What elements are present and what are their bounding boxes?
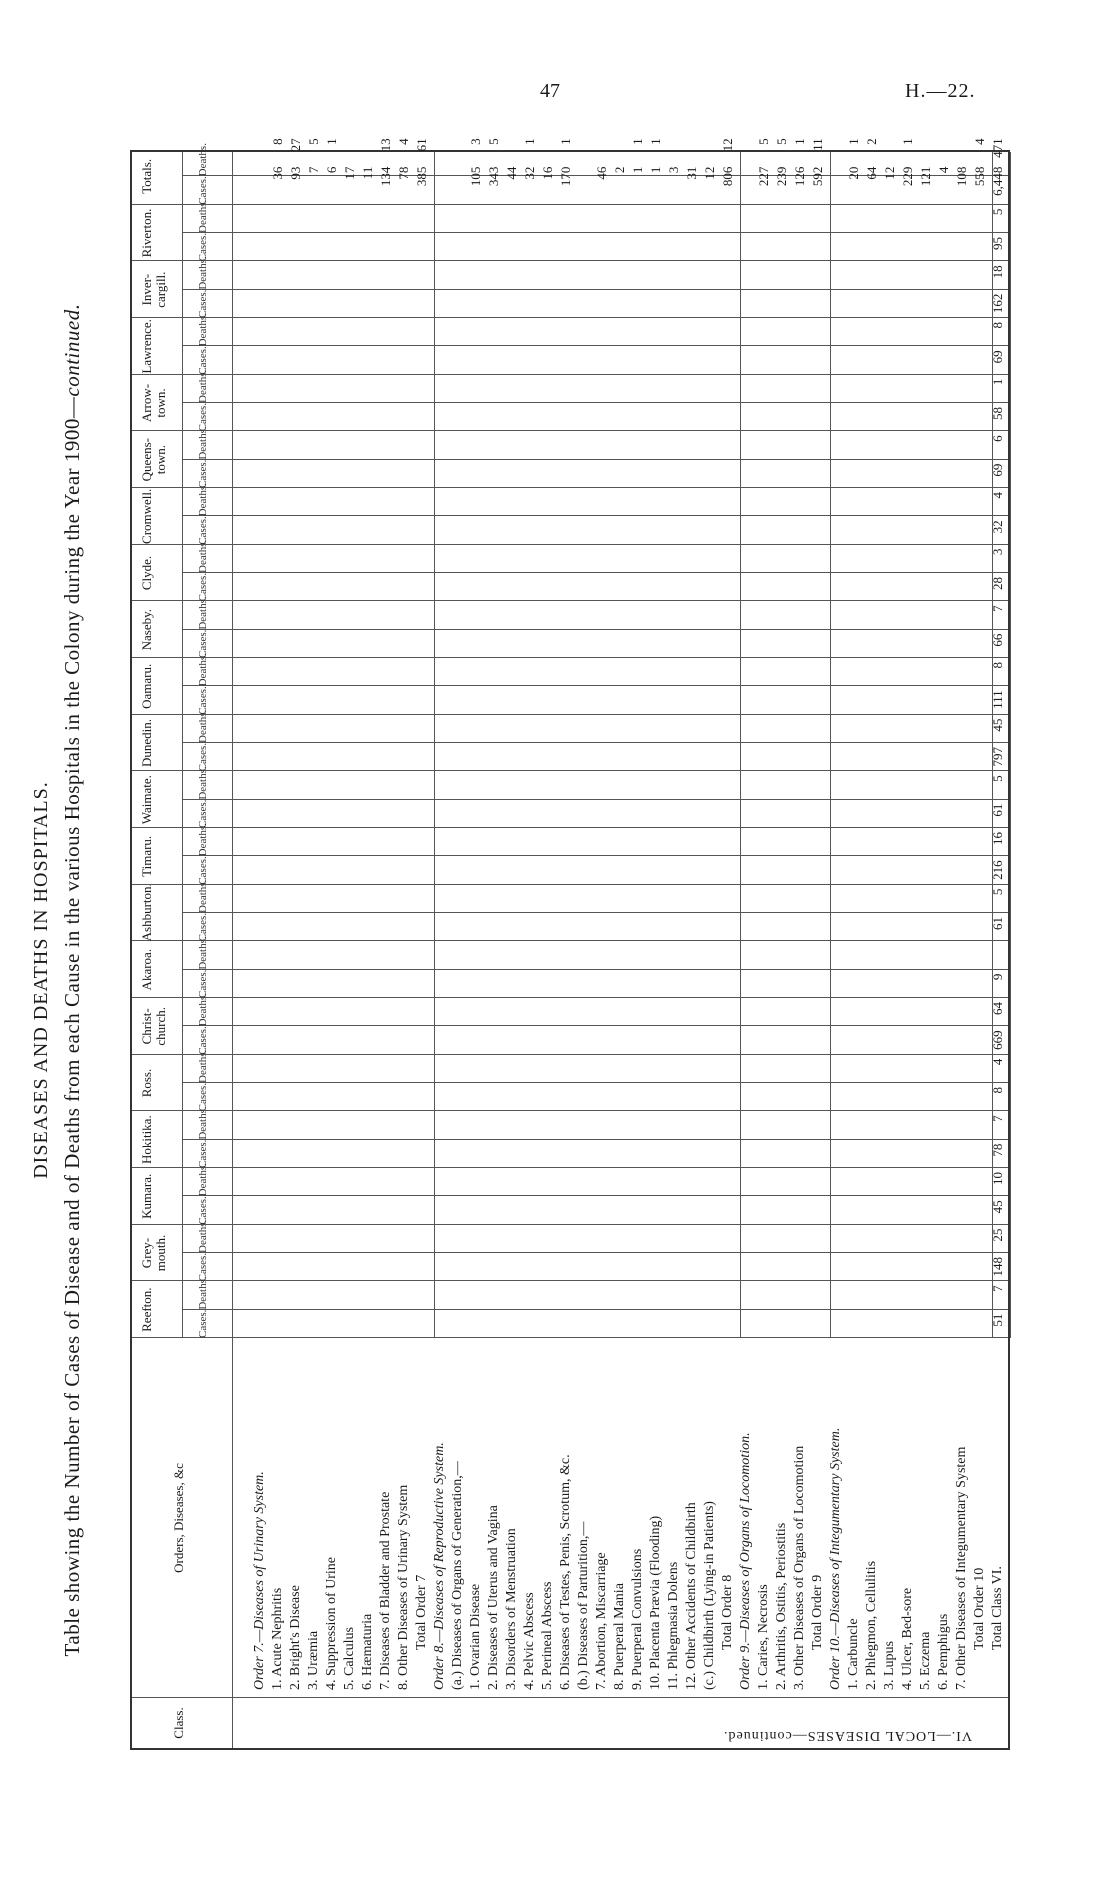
total-cases-cell: 385: [414, 166, 429, 187]
class-total-cell: 162: [990, 293, 1005, 314]
column-divider: [132, 770, 1008, 771]
column-divider: [182, 1252, 1008, 1253]
class-total-cell: 28: [990, 577, 1005, 591]
total-cases-cell: 7: [306, 166, 321, 174]
disease-row-label: 6. Hæmaturia: [360, 1613, 375, 1690]
column-divider: [182, 629, 1008, 630]
class-total-cell: 5: [990, 888, 1005, 896]
disease-row-label: 7. Other Diseases of Integumentary System: [954, 1446, 969, 1690]
class-total-cell: 16: [990, 832, 1005, 846]
column-divider: [182, 855, 1008, 856]
column-divider: [182, 515, 1008, 516]
disease-row-label: 10. Placenta Prævia (Flooding): [648, 1515, 663, 1690]
column-divider: [132, 1167, 1008, 1168]
class-total-cell: 45: [990, 718, 1005, 732]
column-divider: [132, 884, 1008, 885]
column-divider: [132, 600, 1008, 601]
class-total-cell: 111: [990, 690, 1005, 709]
deaths-header: Deaths.: [197, 879, 209, 913]
cases-header: Cases.: [197, 686, 209, 715]
deaths-header: Deaths.: [197, 1106, 209, 1140]
class-total-cell: 669: [990, 1030, 1005, 1050]
column-divider: [132, 1697, 1008, 1698]
deaths-header: Deaths.: [197, 936, 209, 970]
total-cases-cell: 343: [486, 166, 501, 187]
cases-header: Cases.: [197, 572, 209, 602]
disease-row-label: 2. Diseases of Uterus and Vagina: [486, 1505, 501, 1690]
column-divider: [182, 799, 1008, 800]
total-cases-cell: 108: [954, 166, 969, 187]
disease-row-label: 7. Diseases of Bladder and Prostate: [378, 1491, 393, 1690]
deaths-header: Deaths.: [197, 256, 209, 290]
class-total-cell: 4: [990, 1058, 1005, 1066]
class-total-cell: 78: [990, 1143, 1005, 1157]
total-cases-cell: 134: [378, 166, 393, 187]
total-cases-cell: 12: [882, 166, 897, 180]
total-deaths-cell: 1: [558, 138, 573, 145]
cases-header: Cases.: [197, 346, 209, 375]
order-heading: Order 10.—Diseases of Integumentary System.: [828, 1427, 843, 1690]
total-deaths-cell: 4: [396, 138, 411, 145]
total-cases-cell: 170: [558, 166, 573, 187]
cases-header: Cases.: [197, 1252, 209, 1282]
disease-row-label: 12. Other Accidents of Childbirth: [684, 1502, 699, 1690]
class-total-cell: 69: [990, 463, 1005, 477]
disease-row-label: 6. Diseases of Testes, Penis, Scrotum, &c.: [558, 1454, 573, 1690]
column-divider: [182, 912, 1008, 913]
column-divider: [132, 544, 1008, 545]
hospital-header: Akaroa.: [139, 948, 154, 991]
total-deaths-cell: 1: [792, 138, 807, 145]
hospital-header: Grey-mouth.: [139, 1234, 168, 1272]
deaths-header: Deaths.: [197, 1219, 209, 1253]
total-row-label: Total Order 9: [810, 1574, 825, 1650]
disease-row-label: 3. Other Diseases of Organs of Locomotion: [792, 1445, 807, 1690]
deaths-header: Deaths.: [197, 653, 209, 687]
class-total-cell: 7: [990, 605, 1005, 612]
header-divider: [232, 152, 233, 1748]
disease-row-label: 4. Pelvic Abscess: [522, 1592, 537, 1690]
column-divider: [132, 940, 1008, 941]
cases-header: Cases.: [197, 1196, 209, 1225]
table-subtitle-continued: continued.: [60, 303, 84, 397]
total-cases-cell: 558: [972, 166, 987, 187]
total-cases-cell: 31: [684, 166, 699, 180]
class-total-cell: 148: [990, 1257, 1005, 1277]
deaths-header: Deaths.: [197, 369, 209, 403]
cases-header: Cases.: [197, 232, 209, 262]
order-heading: Order 7.—Diseases of Urinary System.: [252, 1471, 267, 1690]
column-divider: [132, 714, 1008, 715]
hospital-header: Totals.: [139, 158, 154, 194]
disease-row-label: 5. Calculus: [342, 1627, 357, 1690]
deaths-header: Deaths.: [197, 483, 209, 517]
cases-header: Cases.: [197, 176, 209, 205]
class-total-cell: 69: [990, 350, 1005, 364]
total-row-label: Total Order 10: [972, 1567, 987, 1650]
disease-row-label: 2. Phlegmon, Cellulitis: [864, 1560, 879, 1690]
hospital-header: Kumara.: [139, 1173, 154, 1219]
table-subtitle-main: Table showing the Number of Cases of Disease and of Deaths from each Cause in the various Hospitals in the Colony during the Year 1900—: [60, 396, 84, 1657]
hospital-header: Queens-town.: [139, 438, 168, 482]
deaths-header: Deaths.: [197, 596, 209, 630]
hospital-header: Riverton.: [139, 208, 154, 258]
order-heading: Order 8.—Diseases of Reproductive System.: [432, 1442, 447, 1690]
total-cases-cell: 36: [270, 166, 285, 180]
total-cases-cell: 1: [648, 166, 663, 174]
class-total-cell: 4: [990, 492, 1005, 499]
total-deaths-cell: 1: [630, 138, 645, 145]
disease-row-label: 3. Disorders of Menstruation: [504, 1528, 519, 1690]
hospital-header: Waimate.: [139, 775, 154, 825]
hospital-header: Ross.: [139, 1068, 154, 1098]
total-deaths-cell: 1: [900, 138, 915, 145]
total-cases-cell: 121: [918, 166, 933, 187]
total-cases-cell: 12: [702, 166, 717, 180]
class-total-cell: 51: [990, 1313, 1005, 1327]
column-divider: [132, 1280, 1008, 1281]
total-cases-cell: 6: [324, 166, 339, 174]
column-divider: [182, 1025, 1008, 1026]
disease-row-label: 5. Perineal Abscess: [540, 1581, 555, 1690]
deaths-header: Deaths.: [197, 199, 209, 233]
class-total-cell: 7: [990, 1115, 1005, 1122]
total-deaths-cell: 61: [414, 138, 429, 152]
cases-header: Cases.: [197, 969, 209, 998]
cases-header: Cases.: [197, 1309, 209, 1338]
total-divider: [1010, 152, 1011, 1338]
total-divider: [830, 152, 831, 1338]
total-deaths-cell: 5: [486, 138, 501, 145]
total-cases-cell: 2: [612, 166, 627, 174]
total-cases-cell: 6,448: [990, 166, 1005, 196]
total-cases-cell: 239: [774, 166, 789, 187]
class-total-cell: 64: [990, 1002, 1005, 1016]
disease-row-label: 1. Caries, Necrosis: [756, 1584, 771, 1690]
cases-header: Cases.: [197, 1139, 209, 1168]
class-total-cell: 3: [990, 548, 1005, 556]
deaths-header: Deaths.: [197, 823, 209, 857]
column-divider: [182, 1309, 1008, 1310]
total-cases-cell: 17: [342, 166, 357, 180]
column-divider: [132, 1054, 1008, 1055]
class-total-cell: 5: [990, 775, 1005, 782]
class-total-cell: 5: [990, 208, 1005, 216]
column-divider: [132, 204, 1008, 205]
disease-row-label: 8. Puerperal Mania: [612, 1583, 627, 1690]
disease-row-label: 3. Lupus: [882, 1641, 897, 1690]
total-cases-cell: 592: [810, 166, 825, 187]
column-divider: [132, 997, 1008, 998]
cases-header: Cases.: [197, 856, 209, 885]
header-divider: [182, 152, 183, 1338]
deaths-header: Deaths.: [197, 1276, 209, 1310]
total-cases-cell: 46: [594, 166, 609, 180]
disease-row-label: 4. Ulcer, Bed-sore: [900, 1587, 915, 1690]
class-total-cell: 18: [990, 265, 1005, 279]
disease-row-label: (b.) Diseases of Parturition,—: [576, 1521, 591, 1690]
column-divider: [182, 459, 1008, 460]
total-cases-cell: 126: [792, 166, 807, 187]
class-total-cell: 797: [990, 747, 1005, 767]
total-deaths-cell: 1: [522, 138, 537, 145]
column-divider: [132, 430, 1008, 431]
disease-row-label: 1. Ovarian Disease: [468, 1583, 483, 1690]
total-cases-cell: 227: [756, 166, 771, 187]
class-total-cell: 32: [990, 520, 1005, 534]
orders-column-header: Orders, Diseases, &c: [171, 1463, 186, 1573]
hospital-header: Oamaru.: [139, 663, 154, 709]
class-total-cell: 8: [990, 1087, 1005, 1094]
hospital-header: Christ-church.: [139, 1007, 168, 1046]
deaths-header: Deaths.: [197, 1163, 209, 1197]
hospital-header: Naseby.: [139, 608, 154, 651]
page-reference: H.—22.: [905, 80, 976, 102]
total-cases-cell: 64: [864, 166, 879, 180]
column-divider: [132, 1337, 1008, 1338]
class-total-cell: 1: [990, 378, 1005, 386]
column-divider: [182, 685, 1008, 686]
cases-header: Cases.: [197, 742, 209, 772]
hospital-header: Arrow-town.: [139, 383, 168, 423]
total-deaths-cell: 5: [306, 138, 321, 145]
cases-header: Cases.: [197, 516, 209, 545]
total-cases-cell: 32: [522, 166, 537, 180]
class-total-cell: 58: [990, 407, 1005, 421]
disease-row-label: (a.) Diseases of Organs of Generation,—: [450, 1461, 465, 1690]
hospital-header: Timaru.: [139, 835, 154, 877]
total-cases-cell: 229: [900, 166, 915, 187]
class-total-cell: 9: [990, 973, 1005, 981]
total-deaths-cell: 2: [864, 138, 879, 145]
column-divider: [182, 345, 1008, 346]
total-cases-cell: 806: [720, 166, 735, 187]
total-divider: [740, 152, 741, 1338]
disease-row-label: 1. Carbuncle: [846, 1618, 861, 1690]
total-deaths-cell: 471: [990, 138, 1005, 158]
table-subtitle: [60, 100, 85, 1860]
total-cases-cell: 4: [936, 166, 951, 174]
column-divider: [182, 1082, 1008, 1083]
total-deaths-cell: 1: [648, 138, 663, 145]
disease-row-label: 4. Suppression of Urine: [324, 1557, 339, 1690]
class-label: VI.—LOCAL DISEASES—continued.: [723, 1728, 972, 1743]
disease-row-label: 9. Puerperal Convulsions: [630, 1548, 645, 1690]
cases-header: Cases.: [197, 289, 209, 318]
class-total-cell: 66: [990, 633, 1005, 647]
column-divider: [132, 1224, 1008, 1225]
cases-header: Cases.: [197, 912, 209, 942]
column-divider: [132, 317, 1008, 318]
column-divider: [182, 1195, 1008, 1196]
column-divider: [182, 402, 1008, 403]
column-divider: [132, 374, 1008, 375]
total-deaths-cell: 1: [846, 138, 861, 145]
disease-row-label: (c.) Childbirth (Lying-in Patients): [702, 1501, 717, 1690]
disease-row-label: 7. Abortion, Miscarriage: [594, 1552, 609, 1690]
column-divider: [182, 742, 1008, 743]
column-divider: [182, 572, 1008, 573]
total-deaths-cell: 8: [270, 138, 285, 145]
total-deaths-cell: 4: [972, 138, 987, 145]
cases-header: Cases.: [197, 1026, 209, 1055]
total-row-label: Total Order 7: [414, 1574, 429, 1650]
column-divider: [182, 289, 1008, 290]
hospital-header: Reefton.: [139, 1287, 154, 1332]
total-deaths-cell: 11: [810, 138, 825, 151]
disease-row-label: 5. Eczema: [918, 1631, 933, 1690]
disease-row-label: 2. Arthritis, Ostitis, Periostitis: [774, 1522, 789, 1690]
class-total-cell: 45: [990, 1200, 1005, 1214]
hospital-header: Dunedin.: [139, 719, 154, 768]
total-row-label: Total Class VI.: [990, 1566, 1005, 1650]
cases-header: Cases.: [197, 799, 209, 828]
class-total-cell: 95: [990, 237, 1005, 251]
deaths-header: Deaths.: [197, 1049, 209, 1083]
total-deaths-cell: 27: [288, 138, 303, 152]
column-divider: [132, 827, 1008, 828]
class-column-header: Class.: [171, 1707, 186, 1739]
hospital-header: Inver-cargill.: [139, 271, 168, 308]
total-cases-cell: 93: [288, 166, 303, 180]
total-cases-cell: 44: [504, 166, 519, 180]
table-title: DISEASES AND DEATHS IN HOSPITALS.: [30, 781, 52, 1179]
disease-row-label: 6. Pemphigus: [936, 1613, 951, 1690]
deaths-header: Deaths.: [197, 313, 209, 347]
class-total-cell: 8: [990, 322, 1005, 329]
total-cases-cell: 20: [846, 166, 861, 180]
class-total-cell: 10: [990, 1172, 1005, 1186]
class-total-cell: 7: [990, 1285, 1005, 1292]
column-divider: [182, 1139, 1008, 1140]
deaths-header: Deaths.: [197, 709, 209, 743]
total-deaths-cell: 5: [756, 138, 771, 145]
disease-row-label: 8. Other Diseases of Urinary System: [396, 1484, 411, 1690]
total-row-label: Total Order 8: [720, 1574, 735, 1650]
page-number: 47: [540, 80, 560, 102]
column-divider: [132, 487, 1008, 488]
statistics-table: [130, 138, 1010, 1750]
disease-row-label: 1. Acute Nephritis: [270, 1587, 285, 1690]
column-divider: [132, 657, 1008, 658]
column-divider: [132, 260, 1008, 261]
deaths-header: Deaths.: [197, 143, 209, 177]
deaths-header: Deaths.: [197, 766, 209, 800]
total-deaths-cell: 12: [720, 138, 735, 152]
rotated-table-area: [0, 100, 1050, 1860]
column-divider: [182, 232, 1008, 233]
total-cases-cell: 11: [360, 166, 375, 180]
total-cases-cell: 78: [396, 166, 411, 180]
cases-header: Cases.: [197, 1082, 209, 1112]
hospital-header: Ashburton.: [139, 883, 154, 942]
total-cases-cell: 3: [666, 166, 681, 174]
class-total-cell: 6: [990, 435, 1005, 442]
deaths-header: Deaths.: [197, 539, 209, 573]
hospital-header: Clyde.: [139, 555, 154, 591]
total-divider: [434, 152, 435, 1338]
class-total-cell: 25: [990, 1228, 1005, 1242]
cases-header: Cases.: [197, 402, 209, 432]
total-deaths-cell: 5: [774, 138, 789, 145]
disease-row-label: 11. Phlegmasia Dolens: [666, 1561, 681, 1690]
hospital-header: Cromwell.: [139, 488, 154, 544]
total-deaths-cell: 3: [468, 138, 483, 145]
disease-row-label: 3. Uræmia: [306, 1630, 321, 1690]
deaths-header: Deaths.: [197, 993, 209, 1027]
order-heading: Order 9.—Diseases of Organs of Locomotion.: [738, 1432, 753, 1690]
class-total-cell: 61: [990, 917, 1005, 931]
disease-row-label: 2. Bright's Disease: [288, 1585, 303, 1690]
class-total-cell: 61: [990, 803, 1005, 817]
column-divider: [132, 1110, 1008, 1111]
hospital-header: Lawrence.: [139, 319, 154, 374]
total-deaths-cell: 13: [378, 138, 393, 152]
total-cases-cell: 1: [630, 166, 645, 174]
total-cases-cell: 16: [540, 166, 555, 180]
column-divider: [182, 969, 1008, 970]
total-cases-cell: 105: [468, 166, 483, 187]
hospital-header: Hokitika.: [139, 1115, 154, 1165]
deaths-header: Deaths.: [197, 426, 209, 460]
cases-header: Cases.: [197, 459, 209, 488]
class-total-cell: 8: [990, 662, 1005, 669]
class-total-cell: 216: [990, 860, 1005, 880]
total-deaths-cell: 1: [324, 138, 339, 145]
cases-header: Cases.: [197, 629, 209, 658]
